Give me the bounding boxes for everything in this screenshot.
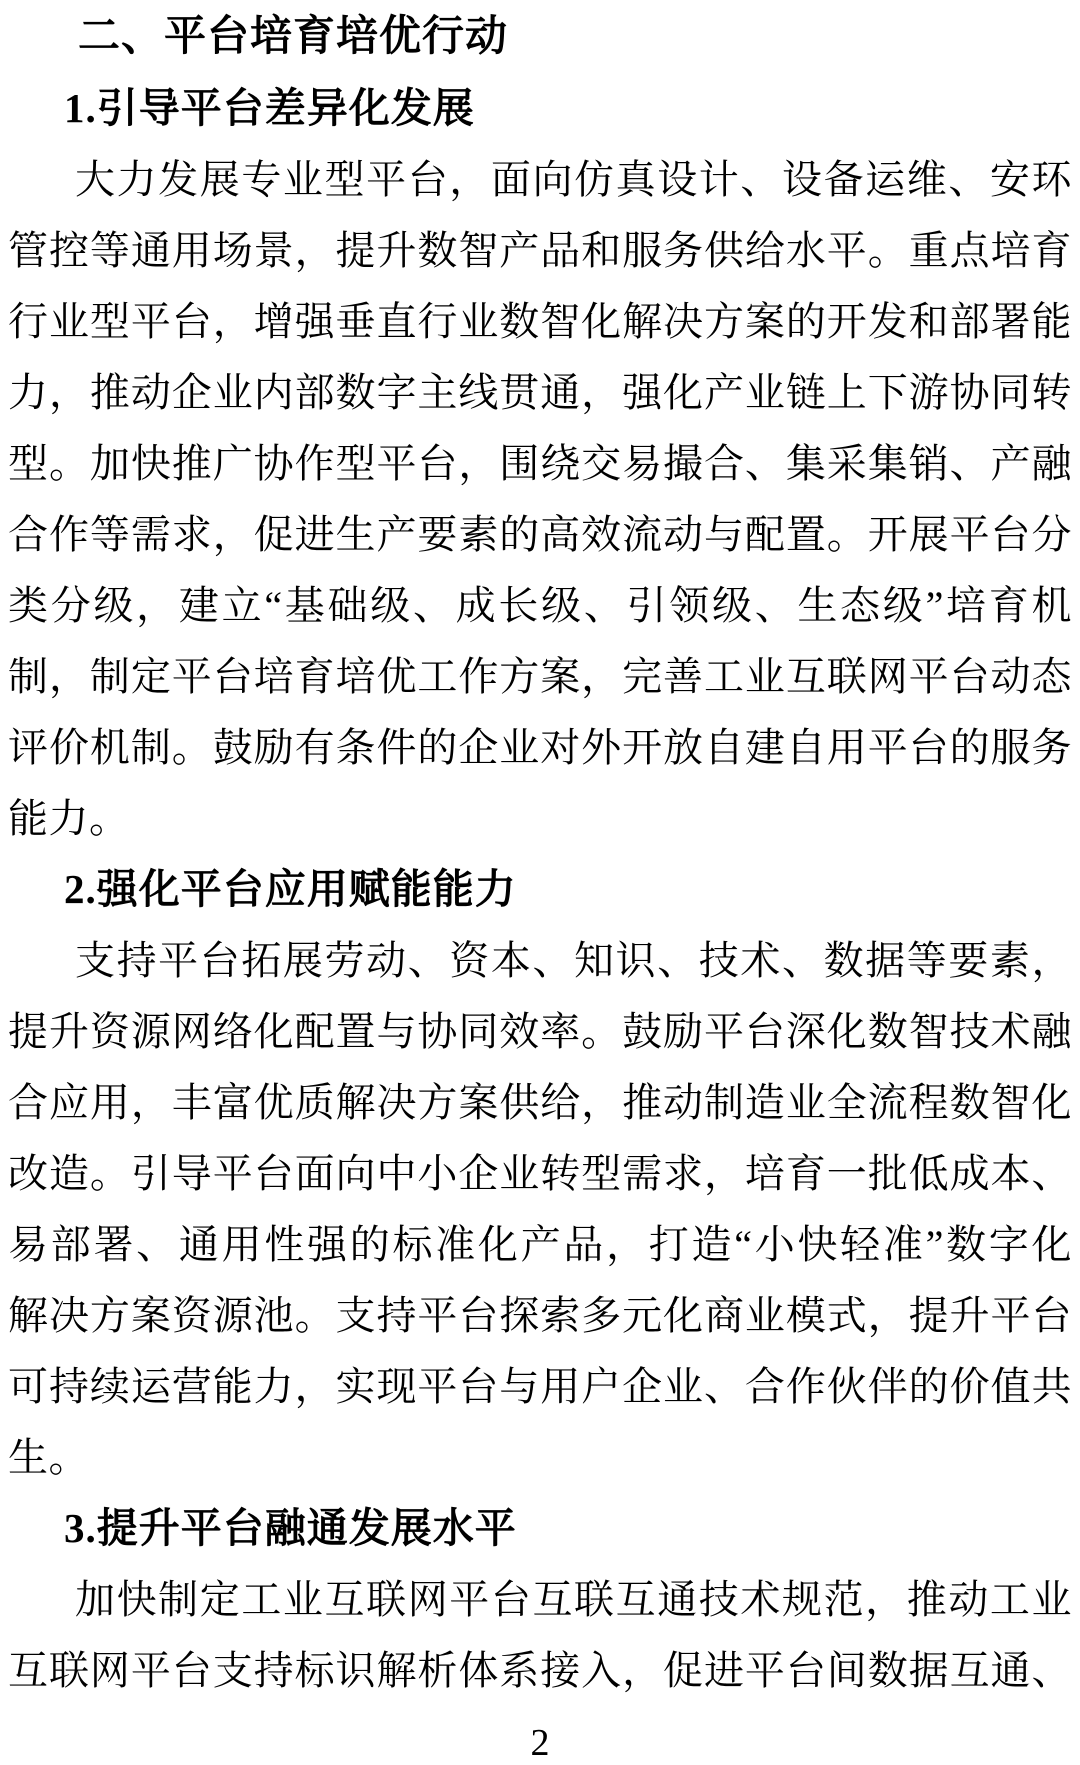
text-line: 管控等通用场景，提升数智产品和服务供给水平。重点培育 xyxy=(8,228,1072,273)
section-heading: 二、平台培育培优行动 xyxy=(78,14,509,60)
text-line: 制，制定平台培育培优工作方案，完善工业互联网平台动态 xyxy=(8,654,1072,699)
document-body xyxy=(8,2,1072,1706)
page-footer xyxy=(8,1722,1072,1764)
text-line: 大力发展专业型平台，面向仿真设计、设备运维、安环 xyxy=(75,157,1072,202)
subsection-heading: 2.强化平台应用赋能能力 xyxy=(64,866,517,912)
text-line: 改造。引导平台面向中小企业转型需求，培育一批低成本、 xyxy=(8,1151,1072,1196)
text-line: 型。加快推广协作型平台，围绕交易撮合、集采集销、产融 xyxy=(8,441,1072,486)
text-line: 可持续运营能力，实现平台与用户企业、合作伙伴的价值共 xyxy=(8,1364,1072,1409)
text-line: 类分级，建立“基础级、成长级、引领级、生态级”培育机 xyxy=(8,583,1072,628)
text-line: 加快制定工业互联网平台互联互通技术规范，推动工业 xyxy=(75,1577,1072,1622)
text-line: 行业型平台，增强垂直行业数智化解决方案的开发和部署能 xyxy=(8,299,1072,344)
subsection-heading: 3.提升平台融通发展水平 xyxy=(64,1505,517,1551)
page-number: 2 xyxy=(530,1722,550,1764)
text-line: 解决方案资源池。支持平台探索多元化商业模式，提升平台 xyxy=(8,1293,1072,1338)
text-line: 合应用，丰富优质解决方案供给，推动制造业全流程数智化 xyxy=(8,1080,1072,1125)
text-line: 生。 xyxy=(8,1435,89,1480)
text-line: 提升资源网络化配置与协同效率。鼓励平台深化数智技术融 xyxy=(8,1009,1072,1054)
text-line: 易部署、通用性强的标准化产品，打造“小快轻准”数字化 xyxy=(8,1222,1072,1267)
text-line: 支持平台拓展劳动、资本、知识、技术、数据等要素， xyxy=(75,938,1072,983)
text-line: 力，推动企业内部数字主线贯通，强化产业链上下游协同转 xyxy=(8,370,1072,415)
text-line: 互联网平台支持标识解析体系接入，促进平台间数据互通、 xyxy=(8,1648,1072,1693)
text-line: 评价机制。鼓励有条件的企业对外开放自建自用平台的服务 xyxy=(8,725,1072,770)
text-line: 合作等需求，促进生产要素的高效流动与配置。开展平台分 xyxy=(8,512,1072,557)
text-line: 能力。 xyxy=(8,796,130,841)
subsection-heading: 1.引导平台差异化发展 xyxy=(64,85,475,131)
